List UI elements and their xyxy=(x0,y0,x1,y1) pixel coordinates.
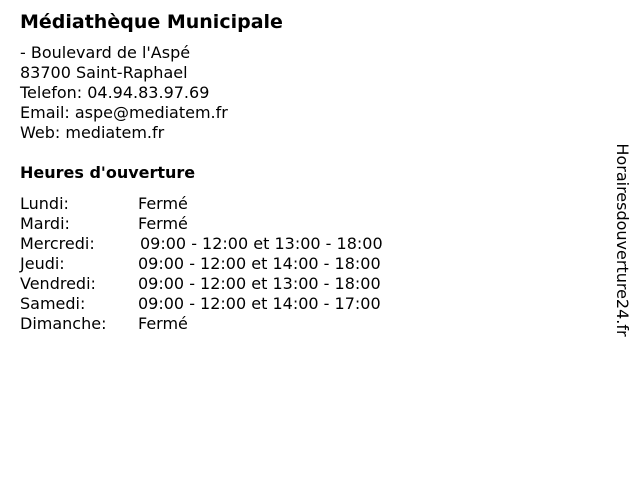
hours-value: Fermé xyxy=(138,314,188,333)
hours-value: 09:00 - 12:00 et 14:00 - 17:00 xyxy=(138,294,381,313)
day-label: Lundi: xyxy=(20,194,69,213)
hours-value: 09:00 - 12:00 et 14:00 - 18:00 xyxy=(138,254,381,273)
site-watermark: Horairesdouverture24.fr xyxy=(613,143,632,337)
hours-row-thursday xyxy=(20,254,383,274)
hours-row-sunday xyxy=(20,314,383,334)
address-block xyxy=(20,43,228,143)
website: Web: mediatem.fr xyxy=(20,123,165,142)
page-title: Médiathèque Municipale xyxy=(20,11,283,33)
day-label: Mardi: xyxy=(20,214,70,233)
day-label: Dimanche: xyxy=(20,314,107,333)
hours-row-wednesday xyxy=(20,234,383,254)
opening-hours-heading: Heures d'ouverture xyxy=(20,163,196,182)
email-address: Email: aspe@mediatem.fr xyxy=(20,103,228,122)
day-label: Mercredi: xyxy=(20,234,95,253)
day-label: Vendredi: xyxy=(20,274,96,293)
day-label: Jeudi: xyxy=(20,254,65,273)
address-city: 83700 Saint-Raphael xyxy=(20,63,188,82)
hours-value: 09:00 - 12:00 et 13:00 - 18:00 xyxy=(140,234,383,253)
hours-row-tuesday xyxy=(20,214,383,234)
address-street: - Boulevard de l'Aspé xyxy=(20,43,191,62)
hours-row-saturday xyxy=(20,294,383,314)
hours-row-friday xyxy=(20,274,383,294)
hours-value: Fermé xyxy=(138,194,188,213)
day-label: Samedi: xyxy=(20,294,86,313)
opening-hours-list xyxy=(20,194,383,334)
hours-value: 09:00 - 12:00 et 13:00 - 18:00 xyxy=(138,274,381,293)
phone-number: Telefon: 04.94.83.97.69 xyxy=(20,83,210,102)
hours-value: Fermé xyxy=(138,214,188,233)
hours-row-monday xyxy=(20,194,383,214)
